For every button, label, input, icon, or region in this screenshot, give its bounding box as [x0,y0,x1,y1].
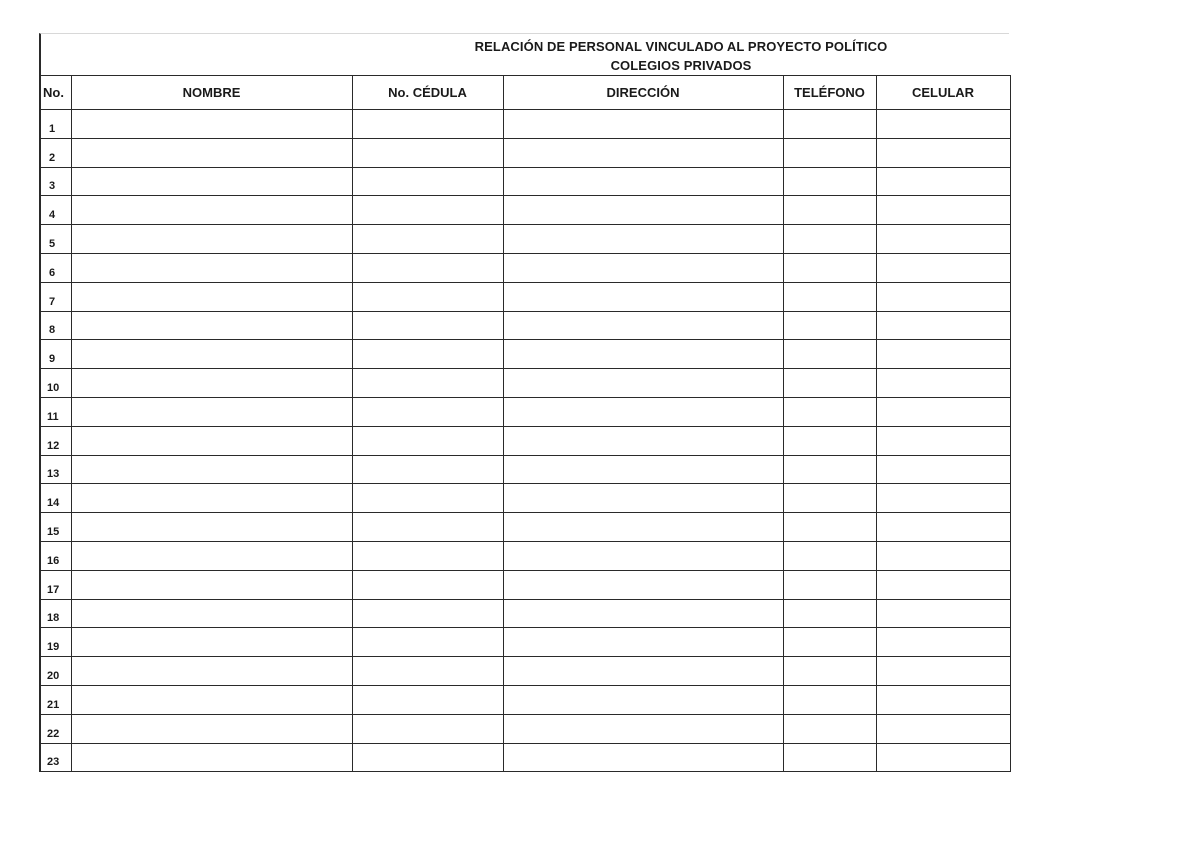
cell-cedula[interactable] [352,743,503,772]
cell-celular[interactable] [876,282,1010,311]
cell-direccion[interactable] [503,743,783,772]
cell-direccion[interactable] [503,110,783,139]
table-row [40,685,1010,714]
cell-nombre[interactable] [71,426,352,455]
cell-nombre[interactable] [71,599,352,628]
cell-direccion[interactable] [503,369,783,398]
header-row [40,76,1010,110]
row-number: 14 [40,484,71,513]
row-number: 21 [40,685,71,714]
cell-direccion[interactable] [503,484,783,513]
table-row [40,484,1010,513]
cell-celular[interactable] [876,743,1010,772]
table-row [40,714,1010,743]
cell-telefono[interactable] [783,225,876,254]
table-row [40,253,1010,282]
cell-celular[interactable] [876,714,1010,743]
row-number: 7 [40,282,71,311]
cell-celular[interactable] [876,426,1010,455]
cell-nombre[interactable] [71,340,352,369]
cell-nombre[interactable] [71,196,352,225]
header-telefono: TELÉFONO [783,76,876,110]
table-row [40,225,1010,254]
row-number: 8 [40,311,71,340]
cell-telefono[interactable] [783,484,876,513]
cell-telefono[interactable] [783,138,876,167]
row-number: 22 [40,714,71,743]
cell-direccion[interactable] [503,340,783,369]
cell-direccion[interactable] [503,282,783,311]
cell-cedula[interactable] [352,397,503,426]
cell-nombre[interactable] [71,570,352,599]
table-row [40,282,1010,311]
cell-cedula[interactable] [352,196,503,225]
cell-celular[interactable] [876,657,1010,686]
cell-cedula[interactable] [352,455,503,484]
cell-telefono[interactable] [783,743,876,772]
cell-cedula[interactable] [352,311,503,340]
row-number: 17 [40,570,71,599]
cell-nombre[interactable] [71,743,352,772]
cell-nombre[interactable] [71,397,352,426]
cell-direccion[interactable] [503,657,783,686]
document-subtitle: COLEGIOS PRIVADOS [610,58,752,73]
header-no: No. [40,76,71,110]
table-body [40,110,1010,772]
cell-cedula[interactable] [352,570,503,599]
form-sheet [39,33,1009,772]
row-number: 3 [40,167,71,196]
cell-cedula[interactable] [352,225,503,254]
cell-direccion[interactable] [503,311,783,340]
cell-nombre[interactable] [71,513,352,542]
cell-cedula[interactable] [352,110,503,139]
cell-cedula[interactable] [352,513,503,542]
cell-celular[interactable] [876,455,1010,484]
cell-celular[interactable] [876,110,1010,139]
cell-celular[interactable] [876,599,1010,628]
cell-celular[interactable] [876,397,1010,426]
cell-nombre[interactable] [71,253,352,282]
document-title: RELACIÓN DE PERSONAL VINCULADO AL PROYECTO POLÍTICO [474,39,888,54]
row-number: 13 [40,455,71,484]
cell-celular[interactable] [876,628,1010,657]
cell-direccion[interactable] [503,167,783,196]
row-number: 20 [40,657,71,686]
cell-direccion[interactable] [503,628,783,657]
cell-cedula[interactable] [352,369,503,398]
cell-telefono[interactable] [783,714,876,743]
table-row [40,743,1010,772]
header-nombre: NOMBRE [71,76,352,110]
cell-celular[interactable] [876,484,1010,513]
cell-nombre[interactable] [71,167,352,196]
row-number: 2 [40,138,71,167]
row-number: 5 [40,225,71,254]
cell-nombre[interactable] [71,541,352,570]
cell-telefono[interactable] [783,167,876,196]
row-number: 9 [40,340,71,369]
cell-telefono[interactable] [783,570,876,599]
row-number: 11 [40,397,71,426]
cell-celular[interactable] [876,196,1010,225]
cell-celular[interactable] [876,340,1010,369]
table-row [40,397,1010,426]
cell-cedula[interactable] [352,599,503,628]
cell-cedula[interactable] [352,426,503,455]
cell-cedula[interactable] [352,340,503,369]
cell-direccion[interactable] [503,513,783,542]
row-number: 16 [40,541,71,570]
cell-nombre[interactable] [71,628,352,657]
header-direccion: DIRECCIÓN [503,76,783,110]
cell-telefono[interactable] [783,340,876,369]
cell-nombre[interactable] [71,282,352,311]
cell-direccion[interactable] [503,225,783,254]
table-row [40,110,1010,139]
cell-direccion[interactable] [503,253,783,282]
cell-direccion[interactable] [503,541,783,570]
row-number: 15 [40,513,71,542]
cell-nombre[interactable] [71,369,352,398]
table-row [40,657,1010,686]
cell-nombre[interactable] [71,455,352,484]
table-row [40,426,1010,455]
cell-cedula[interactable] [352,138,503,167]
cell-cedula[interactable] [352,541,503,570]
cell-cedula[interactable] [352,282,503,311]
row-number: 6 [40,253,71,282]
cell-direccion[interactable] [503,426,783,455]
table-row [40,513,1010,542]
cell-telefono[interactable] [783,253,876,282]
title-block [39,33,1009,75]
cell-telefono[interactable] [783,311,876,340]
cell-cedula[interactable] [352,484,503,513]
cell-cedula[interactable] [352,714,503,743]
cell-direccion[interactable] [503,599,783,628]
cell-direccion[interactable] [503,196,783,225]
row-number: 10 [40,369,71,398]
cell-celular[interactable] [876,513,1010,542]
cell-celular[interactable] [876,311,1010,340]
cell-telefono[interactable] [783,513,876,542]
cell-cedula[interactable] [352,167,503,196]
cell-telefono[interactable] [783,397,876,426]
cell-telefono[interactable] [783,369,876,398]
cell-telefono[interactable] [783,110,876,139]
cell-telefono[interactable] [783,196,876,225]
row-number: 12 [40,426,71,455]
cell-nombre[interactable] [71,225,352,254]
cell-nombre[interactable] [71,714,352,743]
cell-direccion[interactable] [503,685,783,714]
table-row [40,570,1010,599]
table-row [40,340,1010,369]
cell-celular[interactable] [876,570,1010,599]
cell-celular[interactable] [876,167,1010,196]
row-number: 1 [40,110,71,139]
personnel-table [39,75,1011,772]
row-number: 23 [40,743,71,772]
row-number: 18 [40,599,71,628]
cell-nombre[interactable] [71,685,352,714]
cell-cedula[interactable] [352,628,503,657]
table-row [40,628,1010,657]
cell-telefono[interactable] [783,455,876,484]
cell-telefono[interactable] [783,628,876,657]
cell-telefono[interactable] [783,685,876,714]
cell-telefono[interactable] [783,426,876,455]
cell-celular[interactable] [876,253,1010,282]
table-row [40,455,1010,484]
cell-nombre[interactable] [71,484,352,513]
table-row [40,138,1010,167]
cell-nombre[interactable] [71,311,352,340]
header-celular: CELULAR [876,76,1010,110]
cell-telefono[interactable] [783,599,876,628]
cell-telefono[interactable] [783,541,876,570]
cell-telefono[interactable] [783,657,876,686]
cell-cedula[interactable] [352,685,503,714]
table-row [40,311,1010,340]
table-row [40,599,1010,628]
cell-nombre[interactable] [71,657,352,686]
cell-cedula[interactable] [352,657,503,686]
cell-direccion[interactable] [503,714,783,743]
cell-nombre[interactable] [71,138,352,167]
table-row [40,369,1010,398]
cell-direccion[interactable] [503,570,783,599]
header-cedula: No. CÉDULA [352,76,503,110]
cell-celular[interactable] [876,225,1010,254]
cell-nombre[interactable] [71,110,352,139]
cell-cedula[interactable] [352,253,503,282]
cell-telefono[interactable] [783,282,876,311]
cell-direccion[interactable] [503,455,783,484]
cell-celular[interactable] [876,138,1010,167]
cell-celular[interactable] [876,685,1010,714]
cell-celular[interactable] [876,541,1010,570]
table-row [40,196,1010,225]
row-number: 4 [40,196,71,225]
cell-celular[interactable] [876,369,1010,398]
cell-direccion[interactable] [503,397,783,426]
row-number: 19 [40,628,71,657]
cell-direccion[interactable] [503,138,783,167]
table-row [40,541,1010,570]
table-row [40,167,1010,196]
